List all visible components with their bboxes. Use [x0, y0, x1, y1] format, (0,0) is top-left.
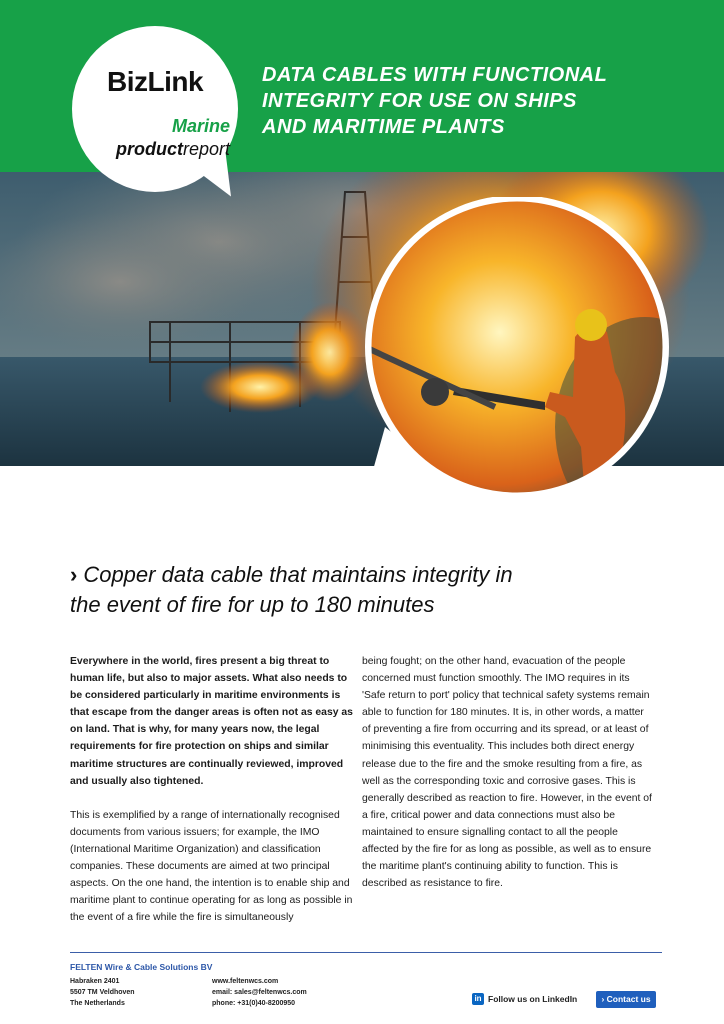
body-paragraph: being fought; on the other hand, evacuation of the people concerned must function smoothly. The IMO requires in its 'Safe return to port' policy that technical safety systems remain able to function for 180 minutes. It is, in other words, a matter of preventing a fire from occurring and its spread, or at least of minimising this eventuality. This includes both direct energy release due to the fire and the smoke resulting from a fire, as well as the corresponding toxic and corrosive gases. This is generally described as reaction to fire. However, in the event of a fire, critical power and data connections must also be maintained to ensure signalling contact to all the people affected by the fire for as long as possible, as well as to ensure the maritime plant's continuing ability to function. This is described as resistance to fire.: [362, 656, 652, 890]
subheading: [70, 560, 690, 620]
address-line: The Netherlands: [70, 1000, 125, 1007]
subheading-line: [70, 560, 690, 590]
subheading-line: the event of fire for up to 180 minutes: [70, 592, 435, 617]
bizlink-logo: BizLink: [106, 66, 204, 97]
marine-label: Marine: [171, 116, 230, 136]
page-title: [262, 62, 702, 140]
chevron-right-icon: ›: [70, 562, 78, 587]
linkedin-link[interactable]: [472, 993, 577, 1005]
email-link[interactable]: email: sales@feltenwcs.com: [212, 989, 307, 996]
linkedin-label: Follow us on LinkedIn: [488, 994, 578, 1004]
product-report-label: [72, 139, 230, 160]
phone-number: phone: +31(0)40-8200950: [212, 1000, 296, 1007]
report-word: report: [182, 139, 230, 159]
website-link[interactable]: www.feltenwcs.com: [212, 978, 279, 985]
title-line: INTEGRITY FOR USE ON SHIPS: [262, 90, 577, 112]
body-column-left: [70, 653, 360, 943]
address-line: Habraken 2401: [70, 978, 120, 985]
title-line: AND MARITIME PLANTS: [262, 116, 505, 138]
subheading-text: Copper data cable that maintains integrity in: [83, 562, 513, 587]
company-contacts: [212, 976, 307, 1009]
title-line: DATA CABLES WITH FUNCTIONAL: [262, 64, 608, 86]
company-name: FELTEN Wire & Cable Solutions BV: [70, 962, 213, 972]
product-word: product: [115, 139, 183, 159]
body-column-right: [362, 653, 652, 909]
company-address: [70, 976, 135, 1009]
firefighter-image: [345, 197, 689, 535]
lead-paragraph: Everywhere in the world, fires present a big threat to human life, but also to major assets. What also needs to be considered particularly in maritime environments is that escape from the danger areas is often not as easy as on land. That is why, for many years now, the legal requirements for fire protection on ships and similar maritime structures are continually reviewed, improved and usually also tightened.: [70, 656, 353, 787]
body-paragraph: This is exemplified by a range of internationally recognised documents from various issuers; for example, the IMO (International Maritime Organization) and classification companies. These documents are aimed at two principal aspects. On the one hand, the intention is to enable ship and maritime plant to continue operating for as long as possible in the event of a fire while the fire is simultaneously: [70, 809, 353, 924]
firefighter-inset: [345, 197, 689, 535]
linkedin-icon: in: [472, 993, 484, 1005]
footer-divider: [70, 952, 662, 953]
contact-us-button[interactable]: › Contact us: [596, 991, 656, 1008]
logo-bubble: [72, 26, 238, 192]
address-line: 5507 TM Veldhoven: [70, 989, 135, 996]
